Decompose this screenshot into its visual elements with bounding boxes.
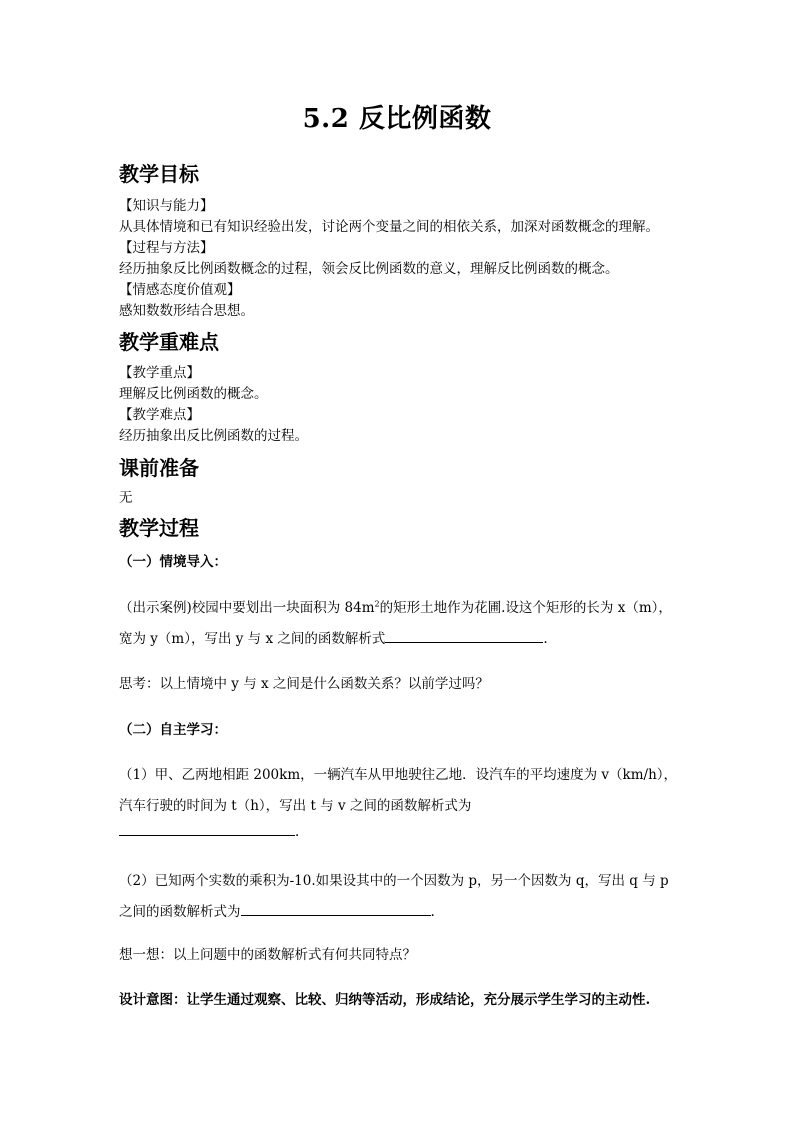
case-line-1 [119, 596, 672, 616]
question-1-end: . [295, 824, 300, 840]
difficulty-text: 经历抽象出反比例函数的过程。 [119, 428, 308, 444]
question-1-line-2: 汽车行驶的时间为 t（h），写出 t 与 v 之间的函数解析式为 [119, 798, 472, 814]
question-1-line-1: （1）甲、乙两地相距 200km，一辆汽车从甲地驶往乙地．设汽车的平均速度为 v（km/h）， [119, 767, 678, 783]
heading-teaching-process: 教学过程 [119, 516, 199, 540]
heading-key-points: 教学重难点 [119, 330, 219, 354]
case-line-1-a: （出示案例)校园中要划出一块面积为 84m [119, 600, 375, 616]
part2-title: （二）自主学习： [119, 722, 227, 738]
question-2-end: . [430, 904, 435, 920]
superscript-2: 2 [374, 599, 380, 609]
answer-blank-1[interactable] [385, 630, 543, 643]
focus-label: 【教学重点】 [119, 365, 200, 381]
case-line-2 [119, 627, 548, 647]
case-line-1-b: 的矩形土地作为花圃.设这个矩形的长为 x（m）， [379, 600, 672, 616]
knowledge-text: 从具体情境和已有知识经验出发，讨论两个变量之间的相依关系，加深对函数概念的理解。 [119, 219, 659, 235]
question-2-line-2-text: 之间的函数解析式为 [119, 904, 241, 920]
emotion-text: 感知数数形结合思想。 [119, 303, 254, 319]
emotion-label: 【情感态度价值观】 [119, 282, 241, 298]
difficulty-label: 【教学难点】 [119, 407, 200, 423]
focus-text: 理解反比例函数的概念。 [119, 386, 268, 402]
design-intent: 设计意图：让学生通过观察、比较、归纳等活动，形成结论，充分展示学生学习的主动性. [119, 992, 651, 1008]
heading-preparation: 课前准备 [119, 456, 199, 480]
page-title: 5.2 反比例函数 [302, 104, 492, 134]
case-line-2-text: 宽为 y（m），写出 y 与 x 之间的函数解析式 [119, 631, 386, 647]
heading-teaching-goals: 教学目标 [119, 162, 199, 186]
answer-blank-3[interactable] [241, 903, 431, 916]
case-line-2-end: . [543, 631, 548, 647]
answer-blank-2[interactable] [119, 823, 295, 836]
question-1-line-3 [119, 823, 299, 840]
think-line-2: 想一想：以上问题中的函数解析式有何共同特点？ [119, 947, 416, 963]
process-method-text: 经历抽象反比例函数概念的过程，领会反比例函数的意义，理解反比例函数的概念。 [119, 261, 619, 277]
knowledge-label: 【知识与能力】 [119, 198, 214, 214]
question-2-line-2 [119, 900, 435, 920]
think-line: 思考：以上情境中 y 与 x 之间是什么函数关系？以前学过吗？ [119, 676, 489, 692]
process-method-label: 【过程与方法】 [119, 240, 214, 256]
question-2-line-1: （2）已知两个实数的乘积为-10.如果设其中的一个因数为 p，另一个因数为 q，写出 q 与 p [119, 873, 669, 889]
part1-title: （一）情境导入： [119, 554, 227, 570]
preparation-text: 无 [119, 490, 133, 506]
